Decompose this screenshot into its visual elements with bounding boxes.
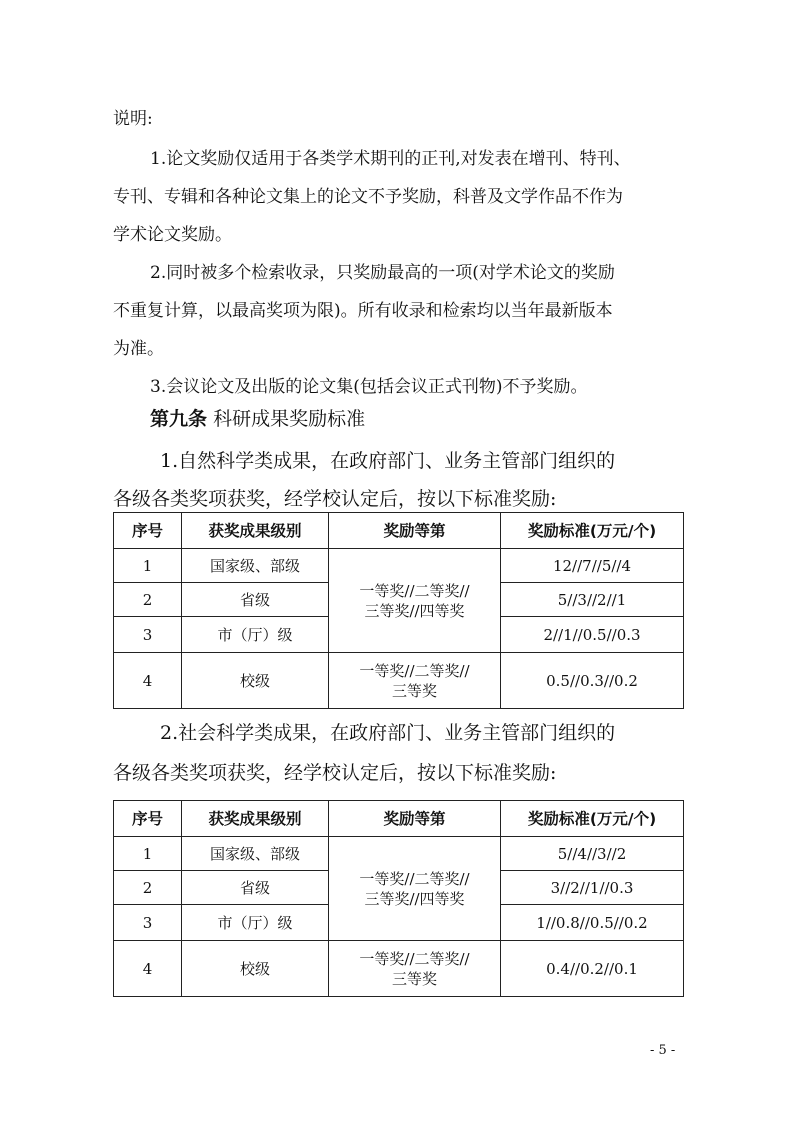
section2-line: 各级各类奖项获奖，经学校认定后，按以下标准奖励: bbox=[113, 762, 557, 784]
row-level: 市（厅）级 bbox=[182, 617, 329, 653]
header-level: 获奖成果级别 bbox=[182, 513, 329, 549]
section2-line: 2.社会科学类成果，在政府部门、业务主管部门组织的 bbox=[160, 722, 616, 744]
row-grade: 一等奖//二等奖// 三等奖 bbox=[329, 653, 501, 709]
award-table-natural-science bbox=[113, 512, 684, 709]
row-no: 3 bbox=[114, 617, 182, 653]
table-row bbox=[114, 653, 684, 709]
table-header-row bbox=[114, 513, 684, 549]
row-standard: 12//7//5//4 bbox=[501, 549, 684, 583]
row-no: 2 bbox=[114, 871, 182, 905]
section1-line: 1.自然科学类成果，在政府部门、业务主管部门组织的 bbox=[160, 450, 616, 472]
row-no: 4 bbox=[114, 653, 182, 709]
article-number: 第九条 bbox=[150, 408, 208, 430]
row-level: 省级 bbox=[182, 871, 329, 905]
header-standard: 奖励标准(万元/个) bbox=[501, 513, 684, 549]
row-no: 4 bbox=[114, 941, 182, 997]
header-no: 序号 bbox=[114, 513, 182, 549]
notes-line: 专刊、专辑和各种论文集上的论文不予奖励，科普及文学作品不作为 bbox=[113, 187, 623, 207]
notes-heading: 说明: bbox=[113, 109, 153, 129]
row-standard: 5//3//2//1 bbox=[501, 583, 684, 617]
row-level: 市（厅）级 bbox=[182, 905, 329, 941]
table-row bbox=[114, 549, 684, 583]
row-grade: 一等奖//二等奖// 三等奖 bbox=[329, 941, 501, 997]
notes-line: 学术论文奖励。 bbox=[113, 225, 232, 245]
table-header-row bbox=[114, 801, 684, 837]
row-standard: 1//0.8//0.5//0.2 bbox=[501, 905, 684, 941]
row-level: 省级 bbox=[182, 583, 329, 617]
header-no: 序号 bbox=[114, 801, 182, 837]
row-no: 1 bbox=[114, 549, 182, 583]
row-standard: 0.4//0.2//0.1 bbox=[501, 941, 684, 997]
row-level: 国家级、部级 bbox=[182, 549, 329, 583]
table-row bbox=[114, 941, 684, 997]
notes-line: 为准。 bbox=[113, 339, 164, 359]
notes-line: 不重复计算，以最高奖项为限)。所有收录和检索均以当年最新版本 bbox=[113, 301, 613, 321]
section1-line: 各级各类奖项获奖，经学校认定后，按以下标准奖励: bbox=[113, 488, 557, 510]
row-no: 1 bbox=[114, 837, 182, 871]
notes-line: 3.会议论文及出版的论文集(包括会议正式刊物)不予奖励。 bbox=[150, 377, 588, 397]
row-no: 2 bbox=[114, 583, 182, 617]
row-standard: 2//1//0.5//0.3 bbox=[501, 617, 684, 653]
header-standard: 奖励标准(万元/个) bbox=[501, 801, 684, 837]
header-level: 获奖成果级别 bbox=[182, 801, 329, 837]
row-standard: 5//4//3//2 bbox=[501, 837, 684, 871]
row-level: 校级 bbox=[182, 941, 329, 997]
award-table-social-science bbox=[113, 800, 684, 997]
table-row bbox=[114, 837, 684, 871]
row-standard: 3//2//1//0.3 bbox=[501, 871, 684, 905]
row-grade: 一等奖//二等奖// 三等奖//四等奖 bbox=[329, 549, 501, 653]
row-standard: 0.5//0.3//0.2 bbox=[501, 653, 684, 709]
row-level: 国家级、部级 bbox=[182, 837, 329, 871]
page-number: - 5 - bbox=[650, 1043, 676, 1058]
header-grade: 奖励等第 bbox=[329, 801, 501, 837]
notes-line: 1.论文奖励仅适用于各类学术期刊的正刊,对发表在增刊、特刊、 bbox=[150, 149, 631, 169]
row-no: 3 bbox=[114, 905, 182, 941]
article-heading bbox=[0, 408, 793, 430]
notes-line: 2.同时被多个检索收录，只奖励最高的一项(对学术论文的奖励 bbox=[150, 263, 615, 283]
row-grade: 一等奖//二等奖// 三等奖//四等奖 bbox=[329, 837, 501, 941]
header-grade: 奖励等第 bbox=[329, 513, 501, 549]
row-level: 校级 bbox=[182, 653, 329, 709]
article-title: 科研成果奖励标准 bbox=[213, 408, 366, 430]
